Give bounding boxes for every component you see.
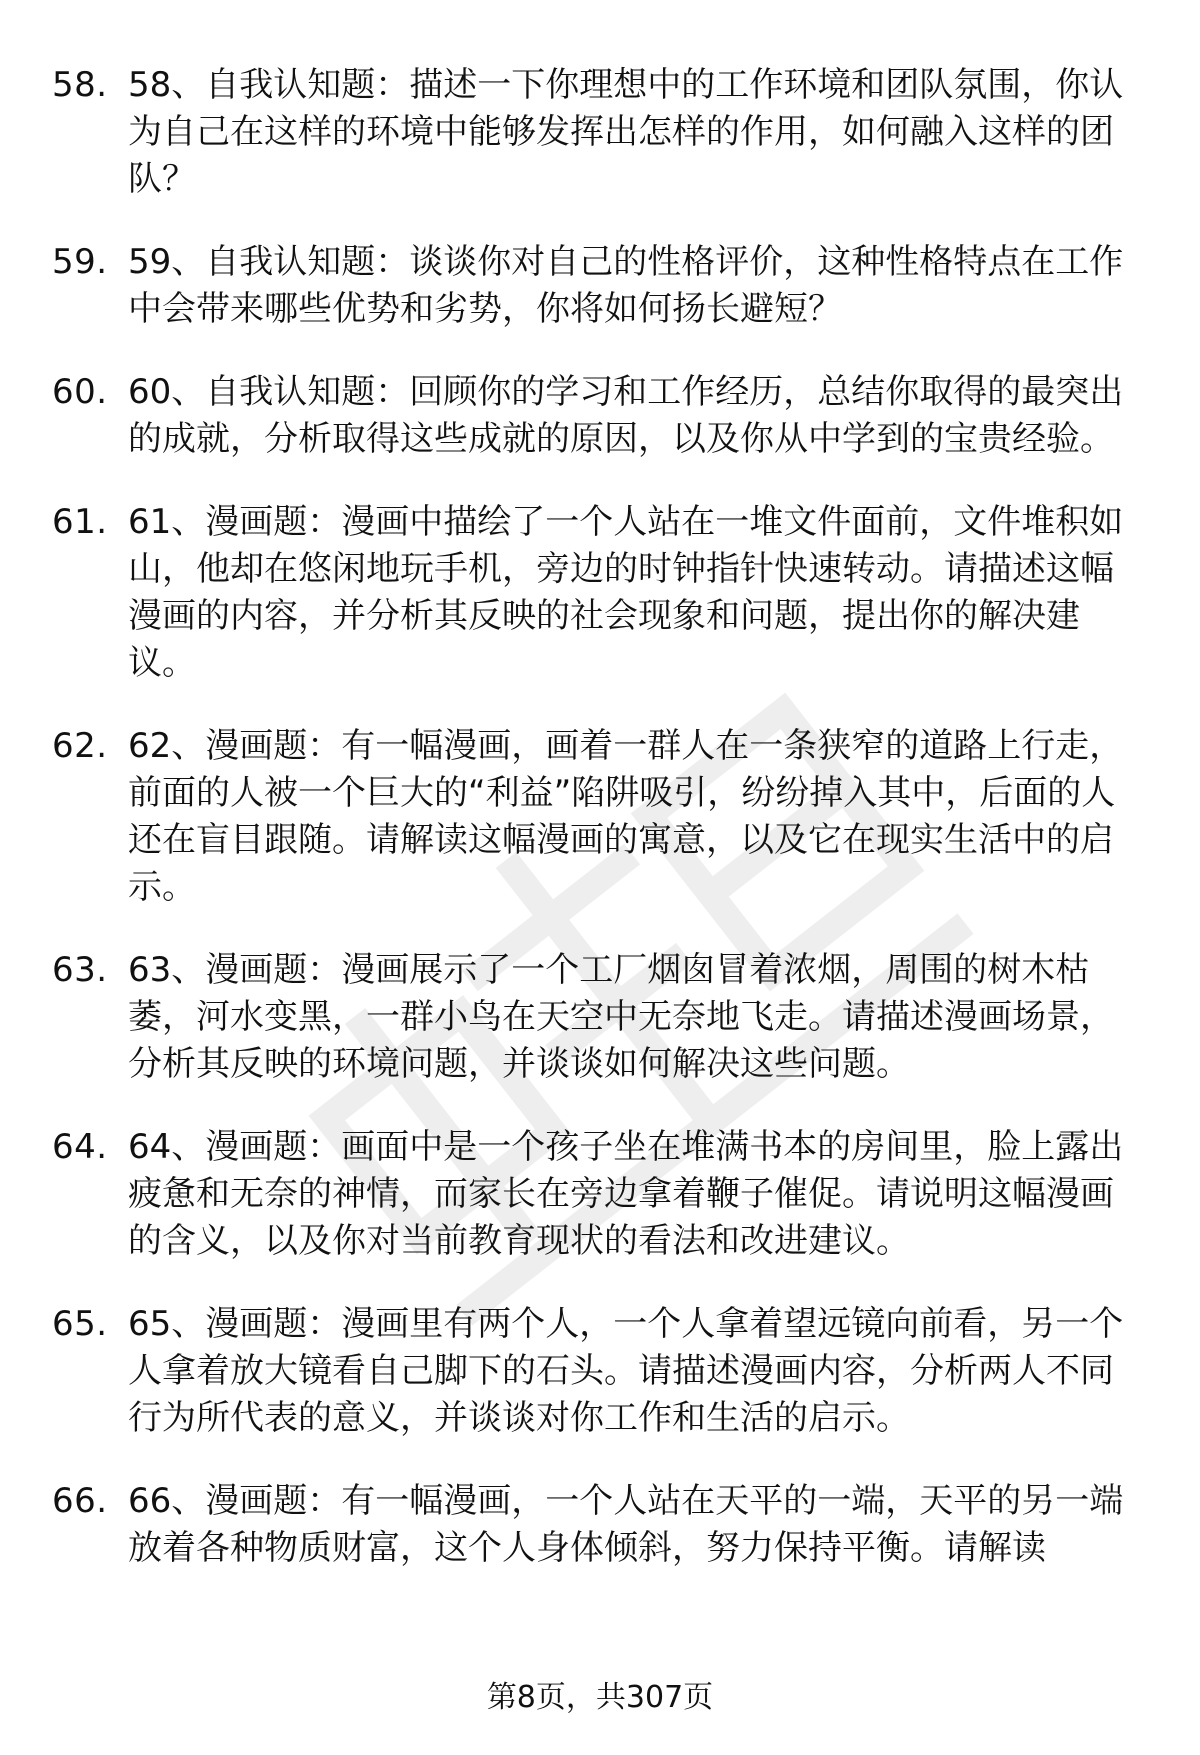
page-number-label: 第8页，共307页 bbox=[486, 1680, 714, 1715]
question-text: 61、漫画题：漫画中描绘了一个人站在一堆文件面前，文件堆积如山，他却在悠闲地玩手机，旁边的时钟指针快速转动。请描述这幅漫画的内容，并分析其反映的社会现象和问题，提出你的解决建议。 bbox=[128, 502, 1124, 683]
question-text: 60、自我认知题：回顾你的学习和工作经历，总结你取得的最突出的成就，分析取得这些成就的原因，以及你从中学到的宝贵经验。 bbox=[128, 372, 1124, 459]
question-number: 61. bbox=[52, 502, 108, 542]
question-text: 66、漫画题：有一幅漫画，一个人站在天平的一端，天平的另一端放着各种物质财富，这个人身体倾斜，努力保持平衡。请解读 bbox=[128, 1481, 1124, 1568]
question-text: 62、漫画题：有一幅漫画，画着一群人在一条狭窄的道路上行走，前面的人被一个巨大的“利益”陷阱吸引，纷纷掉入其中，后面的人还在盲目跟随。请解读这幅漫画的寓意，以及它在现实生活中的启示。 bbox=[128, 726, 1124, 907]
page-footer bbox=[0, 1678, 1200, 1718]
question-number: 64. bbox=[52, 1127, 108, 1167]
list-item bbox=[0, 723, 1200, 911]
question-text: 59、自我认知题：谈谈你对自己的性格评价，这种性格特点在工作中会带来哪些优势和劣势，你将如何扬长避短？ bbox=[128, 242, 1124, 329]
list-item bbox=[0, 1124, 1200, 1265]
question-number: 60. bbox=[52, 372, 108, 412]
question-number: 58. bbox=[52, 65, 108, 105]
question-text: 65、漫画题：漫画里有两个人，一个人拿着望远镜向前看，另一个人拿着放大镜看自己脚下的石头。请描述漫画内容，分析两人不同行为所代表的意义，并谈谈对你工作和生活的启示。 bbox=[128, 1304, 1124, 1438]
list-item bbox=[0, 1478, 1200, 1572]
question-number: 59. bbox=[52, 242, 108, 282]
list-item bbox=[0, 239, 1200, 333]
list-item bbox=[0, 1301, 1200, 1442]
question-text: 64、漫画题：画面中是一个孩子坐在堆满书本的房间里，脸上露出疲惫和无奈的神情，而家长在旁边拿着鞭子催促。请说明这幅漫画的含义，以及你对当前教育现状的看法和改进建议。 bbox=[128, 1127, 1124, 1261]
question-number: 63. bbox=[52, 950, 108, 990]
question-text: 63、漫画题：漫画展示了一个工厂烟囱冒着浓烟，周围的树木枯萎，河水变黑，一群小鸟在天空中无奈地飞走。请描述漫画场景，分析其反映的环境问题，并谈谈如何解决这些问题。 bbox=[128, 950, 1114, 1084]
list-item bbox=[0, 499, 1200, 687]
list-item bbox=[0, 369, 1200, 463]
list-item bbox=[0, 62, 1200, 203]
question-list bbox=[0, 62, 1200, 1608]
list-item bbox=[0, 947, 1200, 1088]
question-number: 65. bbox=[52, 1304, 108, 1344]
question-number: 66. bbox=[52, 1481, 108, 1521]
question-text: 58、自我认知题：描述一下你理想中的工作环境和团队氛围，你认为自己在这样的环境中能够发挥出怎样的作用，如何融入这样的团队？ bbox=[128, 65, 1124, 199]
question-number: 62. bbox=[52, 726, 108, 766]
